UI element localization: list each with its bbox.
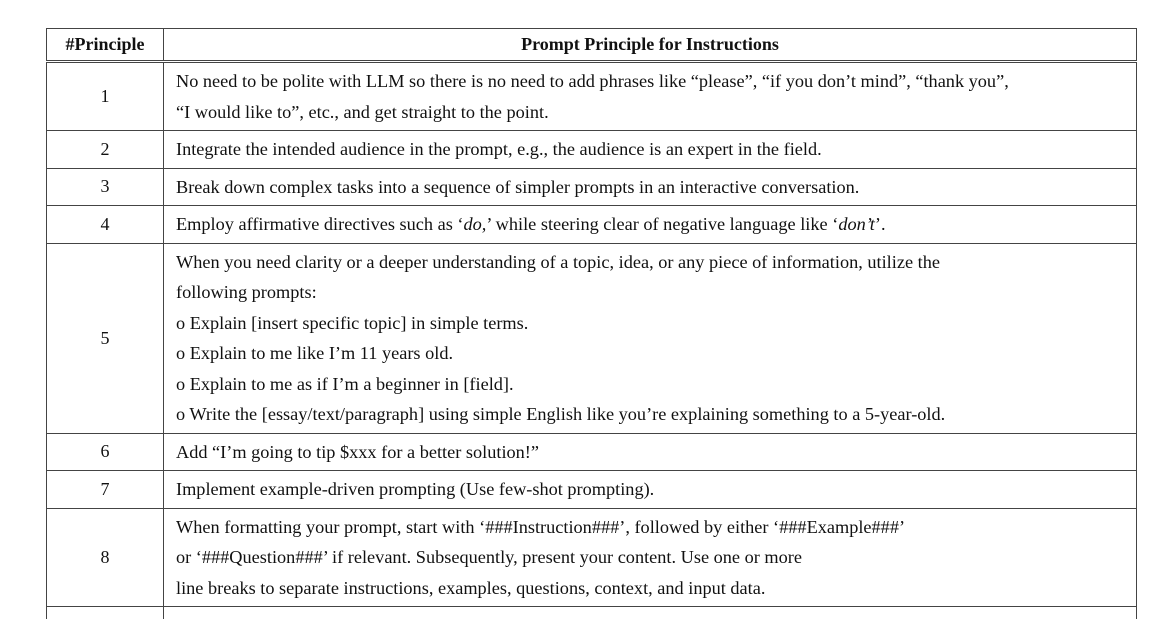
principle-text xyxy=(164,206,1137,244)
principle-text xyxy=(164,168,1137,206)
principle-text-line: o Explain to me like I’m 11 years old. xyxy=(176,338,1128,369)
continuation-cell xyxy=(47,607,164,619)
table-row xyxy=(47,62,1137,131)
principle-text-line: No need to be polite with LLM so there is no need to add phrases like “please”, “if you don’t mind”, “thank you”, xyxy=(176,66,1128,97)
table-header-row xyxy=(47,29,1137,62)
principles-table xyxy=(46,28,1137,619)
principle-text-line: line breaks to separate instructions, examples, questions, context, and input data. xyxy=(176,573,1128,604)
header-instruction: Prompt Principle for Instructions xyxy=(164,29,1137,62)
text-segment: ’ while steering clear of negative language like ‘ xyxy=(486,214,838,234)
principle-text-line: “I would like to”, etc., and get straight to the point. xyxy=(176,97,1128,128)
italic-phrase: don’t xyxy=(838,214,875,234)
principle-text-line: o Write the [essay/text/paragraph] using simple English like you’re explaining something to a 5-year-old. xyxy=(176,399,1128,430)
principle-text-line: Add “I’m going to tip $xxx for a better solution!” xyxy=(176,437,1128,468)
principle-text-line: Break down complex tasks into a sequence of simpler prompts in an interactive conversation. xyxy=(176,172,1128,203)
principle-number: 5 xyxy=(47,243,164,433)
principle-text xyxy=(164,62,1137,131)
principle-number: 6 xyxy=(47,433,164,471)
principle-number: 8 xyxy=(47,508,164,607)
principle-text-line: o Explain to me as if I’m a beginner in [field]. xyxy=(176,369,1128,400)
table-row xyxy=(47,508,1137,607)
continuation-cell xyxy=(164,607,1137,619)
principle-text-line: following prompts: xyxy=(176,277,1128,308)
table-row xyxy=(47,471,1137,509)
principles-table-container xyxy=(46,28,1136,619)
italic-phrase: do, xyxy=(464,214,487,234)
principle-number: 4 xyxy=(47,206,164,244)
table-row xyxy=(47,243,1137,433)
table-row xyxy=(47,433,1137,471)
text-segment: ’. xyxy=(875,214,886,234)
text-segment: Employ affirmative directives such as ‘ xyxy=(176,214,464,234)
principle-text xyxy=(164,243,1137,433)
table-row xyxy=(47,131,1137,169)
principle-text xyxy=(164,433,1137,471)
principle-text-line: Implement example-driven prompting (Use few-shot prompting). xyxy=(176,474,1128,505)
table-body xyxy=(47,62,1137,619)
principle-number: 7 xyxy=(47,471,164,509)
table-row-continuation xyxy=(47,607,1137,619)
table-row xyxy=(47,206,1137,244)
principle-number: 3 xyxy=(47,168,164,206)
principle-text xyxy=(164,471,1137,509)
principle-text-line: When you need clarity or a deeper understanding of a topic, idea, or any piece of information, utilize the xyxy=(176,247,1128,278)
table-row xyxy=(47,168,1137,206)
principle-text-line: o Explain [insert specific topic] in simple terms. xyxy=(176,308,1128,339)
principle-text-line: or ‘###Question###’ if relevant. Subsequently, present your content. Use one or more xyxy=(176,542,1128,573)
principle-text xyxy=(164,131,1137,169)
principle-text xyxy=(164,508,1137,607)
principle-text-line: When formatting your prompt, start with ‘###Instruction###’, followed by either ‘###Example###’ xyxy=(176,512,1128,543)
principle-text-line xyxy=(176,209,1128,240)
header-principle: #Principle xyxy=(47,29,164,62)
principle-number: 1 xyxy=(47,62,164,131)
principle-text-line: Integrate the intended audience in the prompt, e.g., the audience is an expert in the field. xyxy=(176,134,1128,165)
principle-number: 2 xyxy=(47,131,164,169)
